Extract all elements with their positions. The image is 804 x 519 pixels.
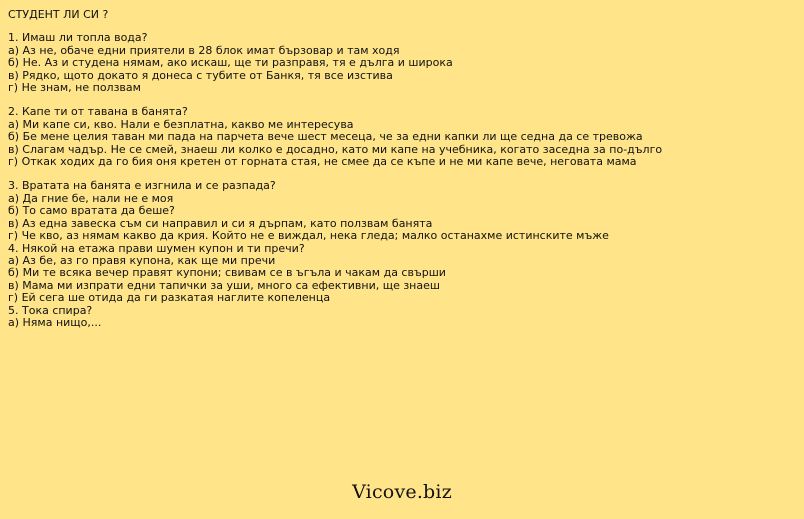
question-text: 3. Вратата на банята е изгнила и се разпада? xyxy=(8,179,276,193)
answer-a: а) Да гние бе, нали не е моя xyxy=(8,191,174,205)
question-text: 5. Тока спира? xyxy=(8,303,93,317)
question-block-3 xyxy=(8,180,788,242)
answer-b: б) Не. Аз и студена нямам, ако искаш, ще ти разправя, тя е дълга и широка xyxy=(8,56,453,70)
answer-a: а) Аз не, обаче едни приятели в 28 блок имат бързовар и там ходя xyxy=(8,43,400,57)
answer-d: г) Не знам, не ползвам xyxy=(8,81,141,95)
answer-c: в) Рядко, щото докато я донеса с тубите от Банкя, тя все изстива xyxy=(8,68,393,82)
question-block-1 xyxy=(8,32,788,94)
question-text: 4. Някой на етажа прави шумен купон и ти пречи? xyxy=(8,241,305,255)
answer-c: в) Слагам чадър. Не се смей, знаеш ли колко е досадно, като ми капе на учебника, когато заседна за по-дълго xyxy=(8,142,663,156)
question-text: 1. Имаш ли топла вода? xyxy=(8,31,148,45)
answer-d: г) Че кво, аз нямам какво да крия. Който не е виждал, нека гледа; малко останахме истинските мъже xyxy=(8,229,609,243)
site-watermark: Vicove.biz xyxy=(352,481,452,503)
answer-b: б) Бе мене целия таван ми пада на парчета вече шест месеца, че за едни капки ли ще седна да се тревожа xyxy=(8,130,643,144)
question-block-5 xyxy=(8,305,788,330)
question-block-2 xyxy=(8,106,788,168)
answer-a: а) Няма нищо,... xyxy=(8,315,102,329)
answer-c: в) Аз една завеска съм си направил и си я дърпам, като ползвам банята xyxy=(8,216,433,230)
question-text: 2. Капе ти от тавана в банята? xyxy=(8,105,188,119)
answer-a: а) Ми капе си, кво. Нали е безплатна, какво ме интересува xyxy=(8,117,354,131)
answer-c: в) Мама ми изпрати едни тапички за уши, много са ефективни, ще знаеш xyxy=(8,278,440,292)
quiz-document xyxy=(8,9,788,329)
answer-a: а) Аз бе, аз го правя купона, как ще ми пречи xyxy=(8,253,276,267)
answer-d: г) Ей сега ше отида да ги разкатая наглите копеленца xyxy=(8,291,331,305)
document-title: СТУДЕНТ ЛИ СИ ? xyxy=(8,8,109,21)
answer-b: б) Ми те всяка вечер правят купони; свивам се в ъгъла и чакам да свърши xyxy=(8,266,446,280)
question-block-4 xyxy=(8,243,788,305)
answer-d: г) Откак ходих да го бия оня кретен от горната стая, не смее да се къпе и не ми капе вече, неговата мама xyxy=(8,155,637,169)
answer-b: б) То само вратата да беше? xyxy=(8,204,175,218)
